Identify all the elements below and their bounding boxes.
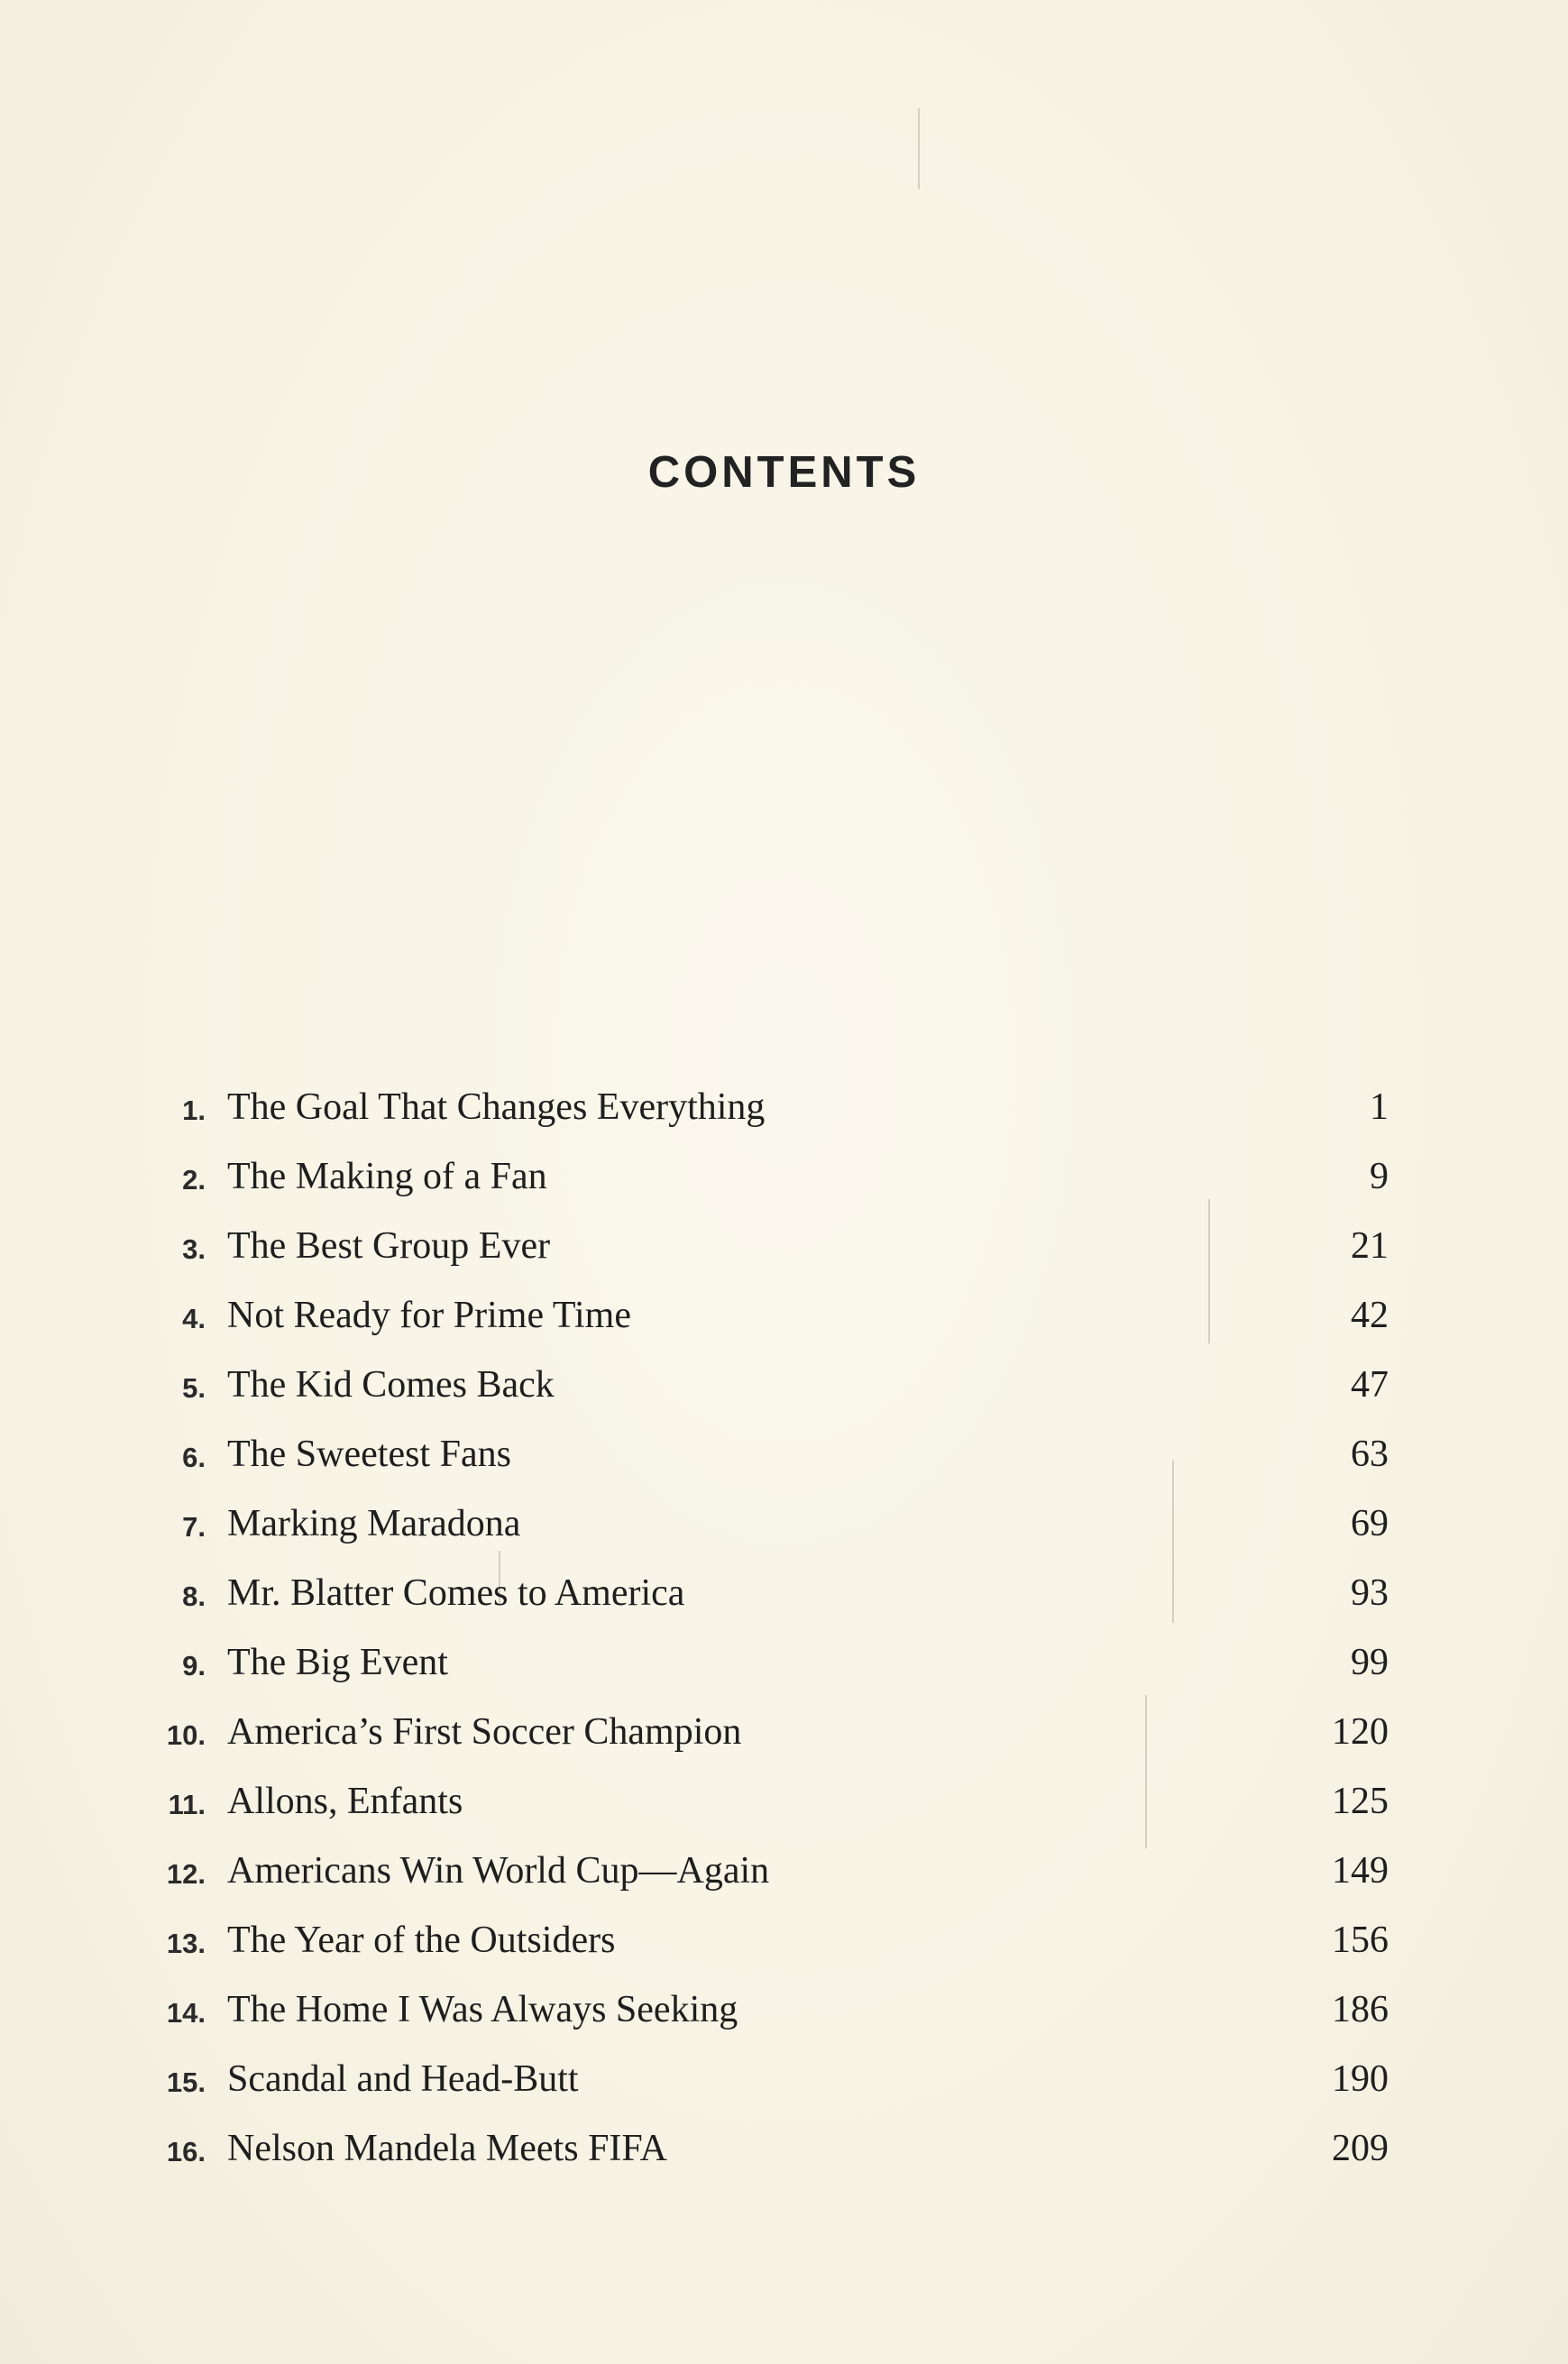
chapter-title: The Big Event <box>227 1642 448 1683</box>
chapter-number: 15. <box>166 2066 206 2098</box>
chapter-title: The Home I Was Always Seeking <box>227 1989 738 2030</box>
toc-entry <box>135 1568 1389 1637</box>
scan-mark <box>918 108 920 189</box>
toc-entry <box>135 2123 1389 2193</box>
page-number: 190 <box>1332 2058 1389 2100</box>
page-number: 63 <box>1351 1434 1389 1475</box>
page-number: 209 <box>1332 2128 1389 2169</box>
toc-entry <box>135 1984 1389 2054</box>
toc-entry <box>135 1151 1389 1221</box>
chapter-title: Marking Maradona <box>227 1503 521 1544</box>
chapter-title: The Making of a Fan <box>227 1156 547 1197</box>
page-number: 21 <box>1351 1225 1389 1267</box>
chapter-number: 1. <box>182 1095 206 1126</box>
chapter-number: 11. <box>168 1789 206 1820</box>
chapter-number: 3. <box>182 1233 206 1265</box>
page-number: 42 <box>1351 1295 1389 1336</box>
toc-entry <box>135 1290 1389 1360</box>
chapter-number: 9. <box>182 1650 206 1681</box>
chapter-title: Nelson Mandela Meets FIFA <box>227 2128 667 2169</box>
chapter-number: 8. <box>182 1581 206 1612</box>
chapter-title: The Year of the Outsiders <box>227 1920 616 1961</box>
toc-entry <box>135 1360 1389 1429</box>
page-number: 156 <box>1332 1920 1389 1961</box>
chapter-title: Not Ready for Prime Time <box>227 1295 631 1336</box>
toc-entry <box>135 1498 1389 1568</box>
toc-entry <box>135 1637 1389 1707</box>
chapter-title: Americans Win World Cup—Again <box>227 1850 770 1892</box>
chapter-number: 5. <box>182 1372 206 1404</box>
chapter-title: The Sweetest Fans <box>227 1434 511 1475</box>
toc-entry <box>135 1221 1389 1290</box>
chapter-number: 14. <box>166 1997 206 2029</box>
page-number: 1 <box>1370 1086 1389 1128</box>
table-of-contents <box>135 1082 1389 2193</box>
toc-entry <box>135 1429 1389 1498</box>
page-title: CONTENTS <box>647 448 921 497</box>
chapter-number: 10. <box>166 1719 206 1751</box>
page-number: 99 <box>1351 1642 1389 1683</box>
chapter-number: 4. <box>182 1303 206 1334</box>
page-number: 186 <box>1332 1989 1389 2030</box>
toc-entry <box>135 1776 1389 1846</box>
chapter-title: The Goal That Changes Everything <box>227 1086 766 1128</box>
page-number: 125 <box>1332 1781 1389 1822</box>
chapter-number: 13. <box>166 1928 206 1959</box>
chapter-number: 2. <box>182 1164 206 1196</box>
toc-entry <box>135 1846 1389 1915</box>
toc-entry <box>135 2054 1389 2123</box>
toc-entry <box>135 1707 1389 1776</box>
chapter-title: Mr. Blatter Comes to America <box>227 1572 685 1614</box>
page-number: 69 <box>1351 1503 1389 1544</box>
chapter-title: Scandal and Head-Butt <box>227 2058 579 2100</box>
chapter-number: 6. <box>182 1442 206 1473</box>
page-number: 47 <box>1351 1364 1389 1406</box>
chapter-number: 16. <box>166 2136 206 2167</box>
page-number: 120 <box>1332 1711 1389 1753</box>
chapter-title: America’s First Soccer Champion <box>227 1711 742 1753</box>
chapter-title: Allons, Enfants <box>227 1781 463 1822</box>
page-number: 149 <box>1332 1850 1389 1892</box>
chapter-title: The Kid Comes Back <box>227 1364 555 1406</box>
page-number: 93 <box>1351 1572 1389 1614</box>
chapter-number: 7. <box>182 1511 206 1543</box>
toc-entry <box>135 1082 1389 1151</box>
page-number: 9 <box>1370 1156 1389 1197</box>
toc-entry <box>135 1915 1389 1984</box>
chapter-title: The Best Group Ever <box>227 1225 551 1267</box>
chapter-number: 12. <box>166 1858 206 1890</box>
